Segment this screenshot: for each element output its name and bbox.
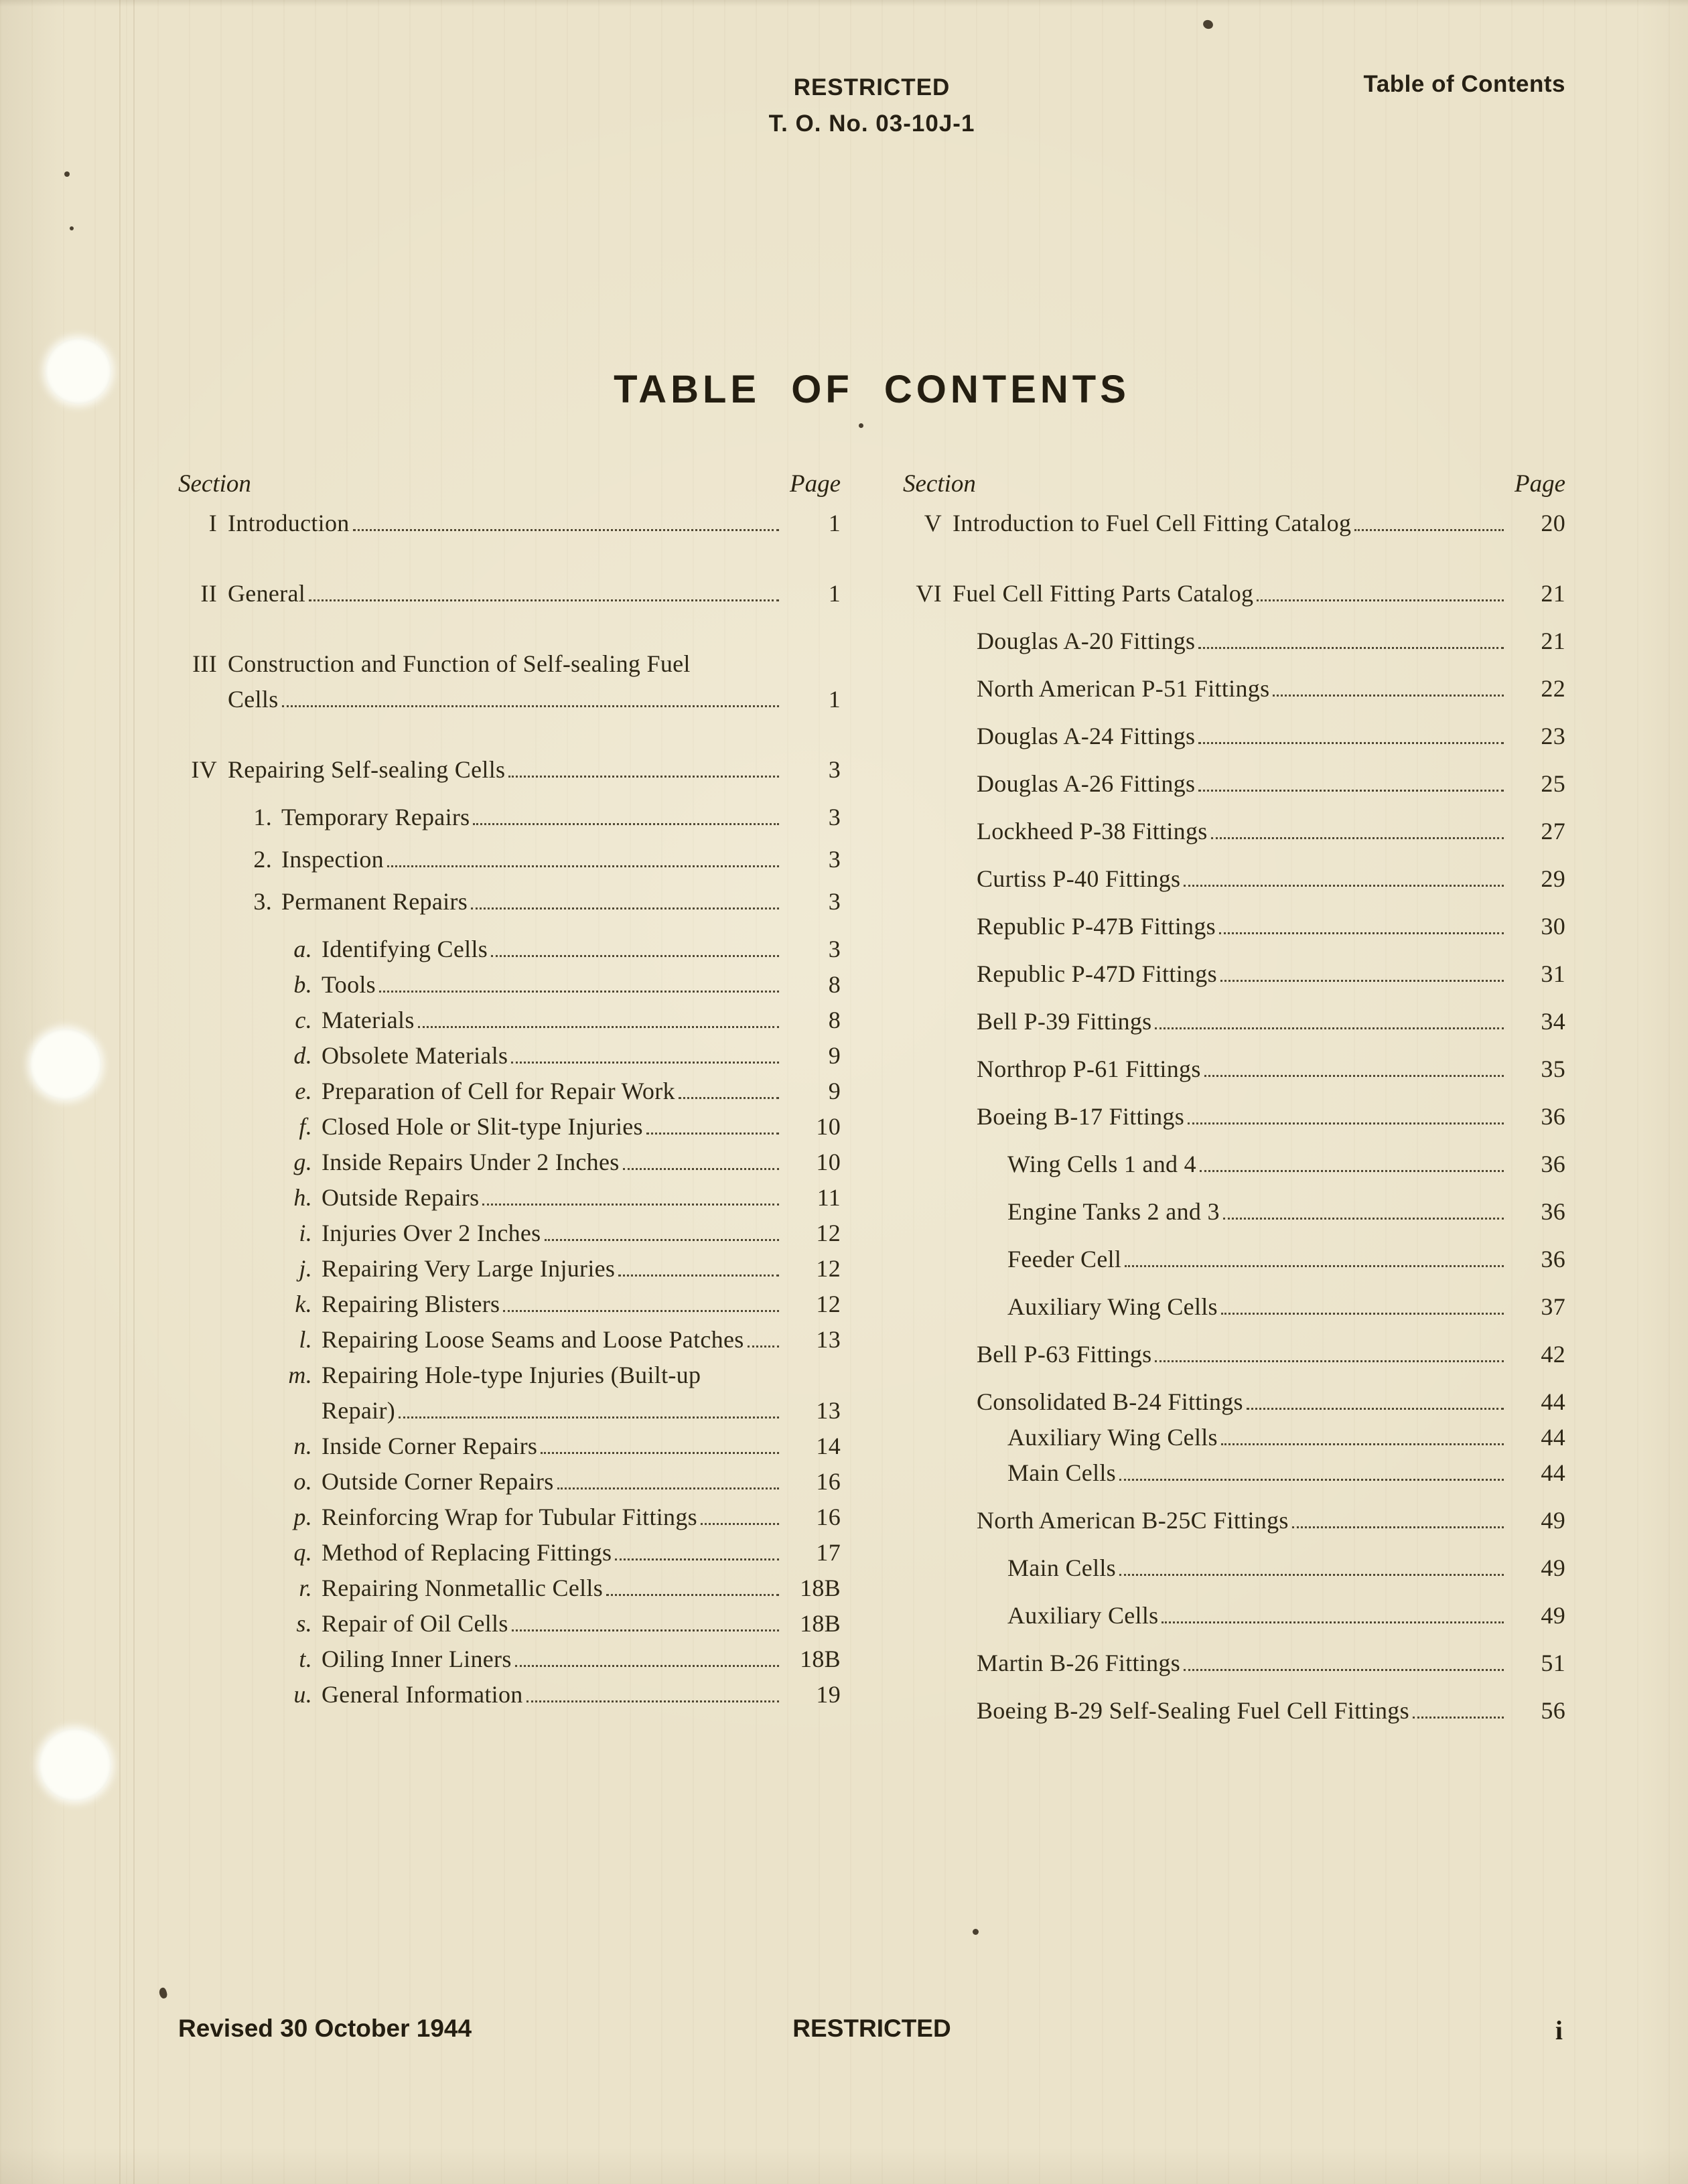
entry-text: Republic P-47B Fittings xyxy=(977,913,1216,940)
punch-hole xyxy=(30,1029,101,1100)
dot-leader xyxy=(1188,1110,1504,1124)
toc-entry xyxy=(903,1693,1565,1729)
scan-speck xyxy=(64,171,70,177)
footer-revision-date: Revised 30 October 1944 xyxy=(178,2015,472,2042)
entry-page-number: 44 xyxy=(1541,1424,1565,1451)
entry-number: p. xyxy=(293,1504,312,1530)
dot-leader xyxy=(1162,1609,1504,1623)
page-header xyxy=(178,70,1565,142)
dot-leader xyxy=(1184,1656,1504,1671)
entry-text: Repairing Hole-type Injuries (Built-up xyxy=(322,1362,701,1388)
dot-leader xyxy=(1211,824,1504,839)
entry-page-number: 21 xyxy=(1541,628,1565,654)
toc-entry xyxy=(178,842,841,877)
dot-leader xyxy=(606,1581,779,1596)
dot-leader xyxy=(545,1226,780,1241)
toc-entry xyxy=(178,1429,841,1464)
entry-page-number: 49 xyxy=(1541,1507,1565,1534)
entry-page-number: 30 xyxy=(1541,913,1565,940)
entry-page-number: 36 xyxy=(1541,1198,1565,1225)
toc-entry xyxy=(903,1503,1565,1538)
entry-page-number: 3 xyxy=(828,846,841,873)
entry-text: Reinforcing Wrap for Tubular Fittings xyxy=(322,1504,697,1530)
column-header xyxy=(903,466,1565,502)
page-title: TABLE OF CONTENTS xyxy=(614,368,1130,411)
dot-leader xyxy=(1292,1514,1504,1528)
dot-leader xyxy=(503,1297,779,1312)
entry-page-number: 9 xyxy=(828,1078,841,1104)
entry-text: Outside Corner Repairs xyxy=(322,1468,554,1495)
toc-entry xyxy=(178,1464,841,1500)
toc-column-right xyxy=(903,466,1565,1729)
dot-leader xyxy=(1354,516,1504,531)
toc-columns xyxy=(178,466,1565,1729)
entry-number: l. xyxy=(299,1326,312,1353)
paper-crease xyxy=(119,0,121,2184)
entry-page-number: 18B xyxy=(800,1610,841,1637)
dot-leader xyxy=(1273,682,1504,697)
entry-number: 2. xyxy=(253,846,272,873)
toc-column-left xyxy=(178,466,841,1729)
toc-entry xyxy=(903,1194,1565,1230)
dot-leader xyxy=(1247,1395,1504,1410)
toc-entry xyxy=(178,1642,841,1677)
dot-leader xyxy=(379,978,779,993)
entry-number: b. xyxy=(293,971,312,998)
toc-entry xyxy=(903,766,1565,802)
entry-text: Wing Cells 1 and 4 xyxy=(1007,1151,1196,1177)
toc-entry xyxy=(903,909,1565,944)
toc-entry xyxy=(178,1535,841,1571)
dot-leader xyxy=(615,1546,779,1560)
toc-entry xyxy=(903,719,1565,754)
entry-page-number: 37 xyxy=(1541,1293,1565,1320)
entry-text: Repairing Loose Seams and Loose Patches xyxy=(322,1326,744,1353)
toc-entry xyxy=(178,1322,841,1358)
entry-text: Inspection xyxy=(281,846,384,873)
page-footer xyxy=(178,2015,1565,2055)
toc-entry xyxy=(178,1606,841,1642)
toc-entry xyxy=(178,1677,841,1713)
entry-page-number: 8 xyxy=(828,1007,841,1033)
toc-entry xyxy=(903,814,1565,849)
toc-entry xyxy=(178,1074,841,1109)
entry-text: Feeder Cell xyxy=(1007,1246,1122,1272)
entry-page-number: 16 xyxy=(816,1468,841,1495)
entry-text: North American P-51 Fittings xyxy=(977,675,1270,702)
entry-number: IV xyxy=(191,756,217,783)
entry-number: 3. xyxy=(253,888,272,915)
dot-leader xyxy=(557,1475,779,1489)
entry-page-number: 12 xyxy=(816,1291,841,1317)
toc-entry xyxy=(178,967,841,1003)
dot-leader xyxy=(1220,967,1504,982)
entry-text: Temporary Repairs xyxy=(281,804,470,830)
entry-page-number: 3 xyxy=(828,888,841,915)
toc-entry xyxy=(903,1455,1565,1491)
entry-page-number: 51 xyxy=(1541,1650,1565,1676)
entry-page-number: 22 xyxy=(1541,675,1565,702)
dot-leader xyxy=(541,1439,779,1454)
entry-page-number: 8 xyxy=(828,971,841,998)
entry-page-number: 18B xyxy=(800,1646,841,1672)
toc-entry xyxy=(903,1242,1565,1277)
entry-number: r. xyxy=(299,1575,312,1601)
entry-text: Auxiliary Wing Cells xyxy=(1007,1293,1218,1320)
entry-text: Main Cells xyxy=(1007,1459,1116,1486)
column-section-label: Section xyxy=(178,470,251,498)
entry-text: Bell P-63 Fittings xyxy=(977,1341,1152,1368)
entry-page-number: 34 xyxy=(1541,1008,1565,1035)
entry-text: Tools xyxy=(322,971,376,998)
toc-entry xyxy=(903,1337,1565,1372)
entry-number: V xyxy=(924,510,942,536)
entry-number: 1. xyxy=(253,804,272,830)
dot-leader xyxy=(1198,634,1504,649)
entry-text: Republic P-47D Fittings xyxy=(977,960,1217,987)
entry-number: III xyxy=(192,650,217,677)
dot-leader xyxy=(1204,1062,1504,1077)
entry-number: u. xyxy=(293,1681,312,1708)
entry-text: Douglas A-26 Fittings xyxy=(977,770,1196,797)
entry-page-number: 23 xyxy=(1541,723,1565,749)
entry-text: Boeing B-29 Self-Sealing Fuel Cell Fittings xyxy=(977,1697,1409,1724)
scan-speck xyxy=(1202,19,1214,30)
punch-hole xyxy=(39,1729,111,1801)
entry-number: m. xyxy=(288,1362,312,1388)
toc-entry xyxy=(178,884,841,920)
dot-leader xyxy=(387,853,779,867)
dot-leader xyxy=(1119,1561,1504,1576)
dot-leader xyxy=(1219,920,1504,934)
entry-page-number: 36 xyxy=(1541,1103,1565,1130)
entry-text: Obsolete Materials xyxy=(322,1042,508,1069)
dot-leader xyxy=(623,1155,779,1170)
toc-entry xyxy=(903,1147,1565,1182)
toc-entry xyxy=(178,1109,841,1145)
entry-page-number: 19 xyxy=(816,1681,841,1708)
entry-page-number: 35 xyxy=(1541,1055,1565,1082)
toc-entry xyxy=(178,1571,841,1606)
toc-entry xyxy=(178,506,841,541)
column-header xyxy=(178,466,841,502)
entry-number: i. xyxy=(299,1220,312,1246)
entry-text: Method of Replacing Fittings xyxy=(322,1539,612,1566)
entry-text: General Information xyxy=(322,1681,523,1708)
entry-number: o. xyxy=(293,1468,312,1495)
dot-leader xyxy=(471,895,779,909)
entry-text: Inside Repairs Under 2 Inches xyxy=(322,1149,620,1175)
toc-entry xyxy=(903,1550,1565,1586)
entry-number: q. xyxy=(293,1539,312,1566)
entry-page-number: 12 xyxy=(816,1255,841,1282)
scan-speck xyxy=(973,1929,979,1935)
entry-page-number: 10 xyxy=(816,1113,841,1140)
entry-text: Introduction to Fuel Cell Fitting Catalog xyxy=(953,510,1352,536)
entry-page-number: 18B xyxy=(800,1575,841,1601)
toc-entry xyxy=(903,1384,1565,1420)
entry-page-number: 42 xyxy=(1541,1341,1565,1368)
toc-entry xyxy=(903,576,1565,611)
toc-entry xyxy=(178,1500,841,1535)
entry-text: Inside Corner Repairs xyxy=(322,1433,538,1459)
dot-leader xyxy=(473,810,779,825)
entry-text: Construction and Function of Self-sealing Fuel xyxy=(228,650,691,677)
entry-text: Repairing Blisters xyxy=(322,1291,500,1317)
toc-entry xyxy=(903,1051,1565,1087)
toc-entries xyxy=(178,506,841,1713)
toc-entry xyxy=(903,1004,1565,1039)
column-page-label: Page xyxy=(789,470,841,498)
entry-page-number: 13 xyxy=(816,1397,841,1424)
dot-leader xyxy=(515,1652,779,1667)
entry-page-number: 36 xyxy=(1541,1246,1565,1272)
dot-leader xyxy=(1198,777,1504,792)
entry-page-number: 16 xyxy=(816,1504,841,1530)
toc-entry xyxy=(178,800,841,835)
dot-leader xyxy=(482,1191,779,1206)
toc-entry xyxy=(903,1598,1565,1633)
entry-page-number: 14 xyxy=(816,1433,841,1459)
entry-page-number: 3 xyxy=(828,756,841,783)
dot-leader xyxy=(353,516,779,531)
entry-text: Repairing Nonmetallic Cells xyxy=(322,1575,604,1601)
dot-leader xyxy=(511,1049,779,1064)
entry-text: Curtiss P-40 Fittings xyxy=(977,865,1181,892)
entry-text: Main Cells xyxy=(1007,1554,1116,1581)
entry-number: j. xyxy=(299,1255,312,1282)
dot-leader xyxy=(1413,1704,1504,1719)
entry-page-number: 29 xyxy=(1541,865,1565,892)
dot-leader xyxy=(1155,1015,1504,1029)
dot-leader xyxy=(526,1688,779,1702)
entry-text-continued: Repair) xyxy=(322,1397,396,1424)
dot-leader xyxy=(1184,872,1504,887)
entry-text: Northrop P-61 Fittings xyxy=(977,1055,1201,1082)
toc-entry xyxy=(178,932,841,967)
dot-leader xyxy=(508,763,779,778)
entry-text: Martin B-26 Fittings xyxy=(977,1650,1181,1676)
entry-text: Fuel Cell Fitting Parts Catalog xyxy=(953,580,1254,607)
toc-entry xyxy=(903,624,1565,659)
entry-number: II xyxy=(200,580,217,607)
paper-crease xyxy=(133,0,135,2184)
technical-order-number: T. O. No. 03-10J-1 xyxy=(768,111,975,137)
entry-number: k. xyxy=(295,1291,312,1317)
dot-leader xyxy=(282,693,779,707)
entry-text: Lockheed P-38 Fittings xyxy=(977,818,1208,845)
toc-entry xyxy=(903,671,1565,707)
entry-page-number: 1 xyxy=(828,510,841,536)
column-page-label: Page xyxy=(1514,470,1565,498)
entry-text: Douglas A-20 Fittings xyxy=(977,628,1196,654)
entry-text: Repair of Oil Cells xyxy=(322,1610,508,1637)
toc-entry xyxy=(178,1251,841,1287)
dot-leader xyxy=(418,1013,779,1028)
dot-leader xyxy=(1119,1466,1504,1481)
entry-page-number: 20 xyxy=(1541,510,1565,536)
entry-text: Injuries Over 2 Inches xyxy=(322,1220,541,1246)
toc-entry xyxy=(178,1358,841,1429)
toc-entry xyxy=(903,956,1565,992)
entry-number: e. xyxy=(295,1078,312,1104)
entry-text: General xyxy=(228,580,306,607)
toc-entry xyxy=(178,1216,841,1251)
scan-speck xyxy=(70,226,74,230)
classification-header: RESTRICTED xyxy=(793,74,951,100)
dot-leader xyxy=(618,1262,779,1277)
entry-page-number: 49 xyxy=(1541,1602,1565,1629)
entry-page-number: 13 xyxy=(816,1326,841,1353)
dot-leader xyxy=(1125,1252,1504,1267)
entry-text: Bell P-39 Fittings xyxy=(977,1008,1152,1035)
dot-leader xyxy=(1198,729,1504,744)
punch-hole xyxy=(46,338,111,404)
toc-entry xyxy=(903,506,1565,541)
entry-text: Douglas A-24 Fittings xyxy=(977,723,1196,749)
toc-entry xyxy=(903,1646,1565,1681)
scan-speck xyxy=(158,1987,168,2000)
dot-leader xyxy=(1257,587,1504,601)
entry-page-number: 49 xyxy=(1541,1554,1565,1581)
entry-number: t. xyxy=(299,1646,312,1672)
toc-entry xyxy=(903,1289,1565,1325)
footer-page-number: i xyxy=(1555,2015,1563,2045)
toc-entries xyxy=(903,506,1565,1729)
entry-page-number: 3 xyxy=(828,936,841,962)
entry-number: g. xyxy=(293,1149,312,1175)
entry-page-number: 9 xyxy=(828,1042,841,1069)
entry-text: Introduction xyxy=(228,510,350,536)
toc-entry xyxy=(178,576,841,611)
entry-text: Auxiliary Cells xyxy=(1007,1602,1159,1629)
footer-classification: RESTRICTED xyxy=(792,2015,951,2042)
entry-text: Repairing Self-sealing Cells xyxy=(228,756,506,783)
entry-page-number: 21 xyxy=(1541,580,1565,607)
dot-leader xyxy=(1223,1205,1504,1220)
toc-entry xyxy=(178,1180,841,1216)
dot-leader xyxy=(1155,1348,1504,1362)
toc-entry xyxy=(178,646,841,717)
entry-number: c. xyxy=(295,1007,312,1033)
entry-number: d. xyxy=(293,1042,312,1069)
column-section-label: Section xyxy=(903,470,976,498)
entry-number: I xyxy=(208,510,217,536)
dot-leader xyxy=(1221,1431,1504,1445)
entry-number: a. xyxy=(293,936,312,962)
entry-number: s. xyxy=(296,1610,312,1637)
entry-page-number: 12 xyxy=(816,1220,841,1246)
dot-leader xyxy=(646,1120,779,1135)
entry-page-number: 17 xyxy=(816,1539,841,1566)
header-corner-label: Table of Contents xyxy=(1363,71,1565,97)
toc-entry xyxy=(178,752,841,788)
dot-leader xyxy=(1200,1157,1504,1172)
entry-text: Permanent Repairs xyxy=(281,888,468,915)
toc-entry xyxy=(903,861,1565,897)
entry-text: Repairing Very Large Injuries xyxy=(322,1255,616,1282)
entry-text: Identifying Cells xyxy=(322,936,488,962)
toc-entry xyxy=(903,1099,1565,1135)
entry-text: Consolidated B-24 Fittings xyxy=(977,1388,1243,1415)
toc-entry xyxy=(178,1287,841,1322)
entry-text-continued: Cells xyxy=(228,686,279,713)
entry-text: Preparation of Cell for Repair Work xyxy=(322,1078,675,1104)
dot-leader xyxy=(399,1404,779,1418)
entry-text: Materials xyxy=(322,1007,415,1033)
entry-page-number: 44 xyxy=(1541,1459,1565,1486)
entry-page-number: 11 xyxy=(817,1184,841,1211)
entry-text: Closed Hole or Slit-type Injuries xyxy=(322,1113,643,1140)
entry-number: h. xyxy=(293,1184,312,1211)
entry-text: Boeing B-17 Fittings xyxy=(977,1103,1185,1130)
scan-speck xyxy=(859,423,863,428)
entry-page-number: 1 xyxy=(828,580,841,607)
dot-leader xyxy=(679,1084,779,1099)
entry-number: f. xyxy=(299,1113,312,1140)
entry-page-number: 1 xyxy=(828,686,841,713)
toc-entry xyxy=(178,1145,841,1180)
entry-page-number: 56 xyxy=(1541,1697,1565,1724)
entry-number: n. xyxy=(293,1433,312,1459)
dot-leader xyxy=(512,1617,779,1631)
entry-text: Auxiliary Wing Cells xyxy=(1007,1424,1218,1451)
dot-leader xyxy=(309,587,779,601)
entry-text: North American B-25C Fittings xyxy=(977,1507,1289,1534)
toc-entry xyxy=(178,1003,841,1038)
toc-entry xyxy=(178,1038,841,1074)
entry-page-number: 31 xyxy=(1541,960,1565,987)
dot-leader xyxy=(748,1333,779,1348)
dot-leader xyxy=(701,1510,779,1525)
entry-page-number: 44 xyxy=(1541,1388,1565,1415)
entry-text: Outside Repairs xyxy=(322,1184,480,1211)
toc-entry xyxy=(903,1420,1565,1455)
entry-number: VI xyxy=(916,580,942,607)
entry-page-number: 10 xyxy=(816,1149,841,1175)
entry-text: Engine Tanks 2 and 3 xyxy=(1007,1198,1220,1225)
entry-page-number: 36 xyxy=(1541,1151,1565,1177)
dot-leader xyxy=(1221,1300,1504,1315)
entry-page-number: 3 xyxy=(828,804,841,830)
dot-leader xyxy=(491,942,779,957)
entry-text: Oiling Inner Liners xyxy=(322,1646,512,1672)
entry-page-number: 25 xyxy=(1541,770,1565,797)
entry-page-number: 27 xyxy=(1541,818,1565,845)
